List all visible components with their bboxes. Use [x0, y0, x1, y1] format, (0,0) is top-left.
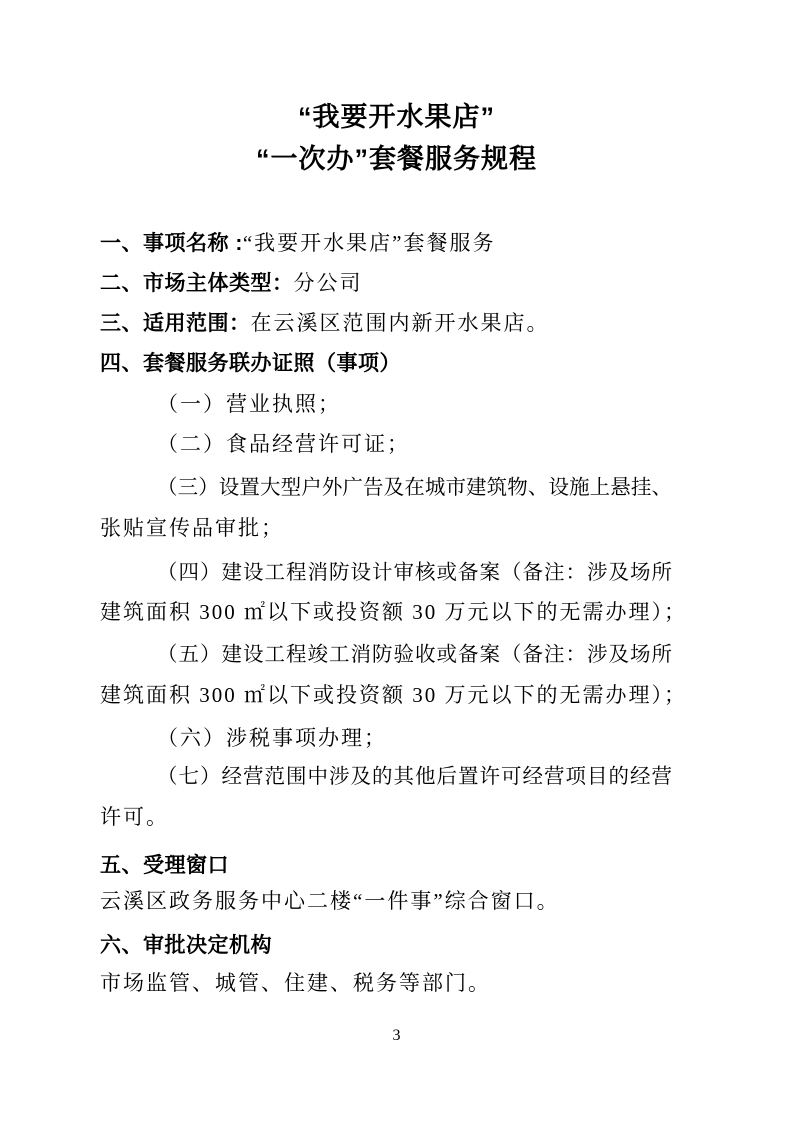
doc-title-line-2: “一次办”套餐服务规程: [256, 144, 537, 174]
page-number: 3: [392, 1027, 401, 1044]
item-6: （六）涉税事项办理；: [157, 726, 387, 750]
section-3: [100, 310, 672, 337]
section-2-label: 二、市场主体类型：: [100, 272, 294, 295]
section-4-label: 四、套餐服务联办证照（事项）: [100, 352, 401, 375]
section-6-label: 六、审批决定机构: [100, 934, 272, 957]
doc-title-line-1: “我要开水果店”: [298, 102, 495, 132]
item-5-line-1: （五）建设工程竣工消防验收或备案（备注：涉及场所: [157, 644, 672, 666]
section-1-content: “我要开水果店”套餐服务: [242, 231, 496, 255]
item-7-line-1: （七）经营范围中涉及的其他后置许可经营项目的经营: [157, 766, 672, 788]
section-3-content: 在云溪区范围内新开水果店。: [250, 311, 550, 335]
item-1: （一）营业执照；: [157, 392, 341, 416]
section-2-content: 分公司: [293, 271, 363, 295]
section-3-label: 三、适用范围：: [100, 312, 251, 335]
item-4-line-1: （四）建设工程消防设计审核或备案（备注：涉及场所: [157, 562, 672, 584]
section-5-label: 五、受理窗口: [100, 854, 229, 877]
item-7-line-2: 许可。: [100, 805, 169, 829]
section-6-content: 市场监管、城管、住建、税务等部门。: [100, 971, 491, 995]
item-4-line-2: 建筑面积 300 ㎡以下或投资额 30 万元以下的无需办理）；: [100, 600, 687, 624]
item-2: （二）食品经营许可证；: [157, 432, 410, 456]
section-2: [100, 270, 672, 297]
section-1-label: 一、事项名称 :: [100, 232, 243, 255]
item-5-line-2: 建筑面积 300 ㎡以下或投资额 30 万元以下的无需办理）；: [100, 683, 687, 707]
section-5-content: 云溪区政务服务中心二楼“一件事”综合窗口。: [100, 889, 560, 913]
section-1: [100, 230, 672, 257]
item-3-line-1: （三）设置大型户外广告及在城市建筑物、设施上悬挂、: [157, 477, 672, 499]
item-3-line-2: 张贴宣传品审批；: [100, 516, 284, 540]
